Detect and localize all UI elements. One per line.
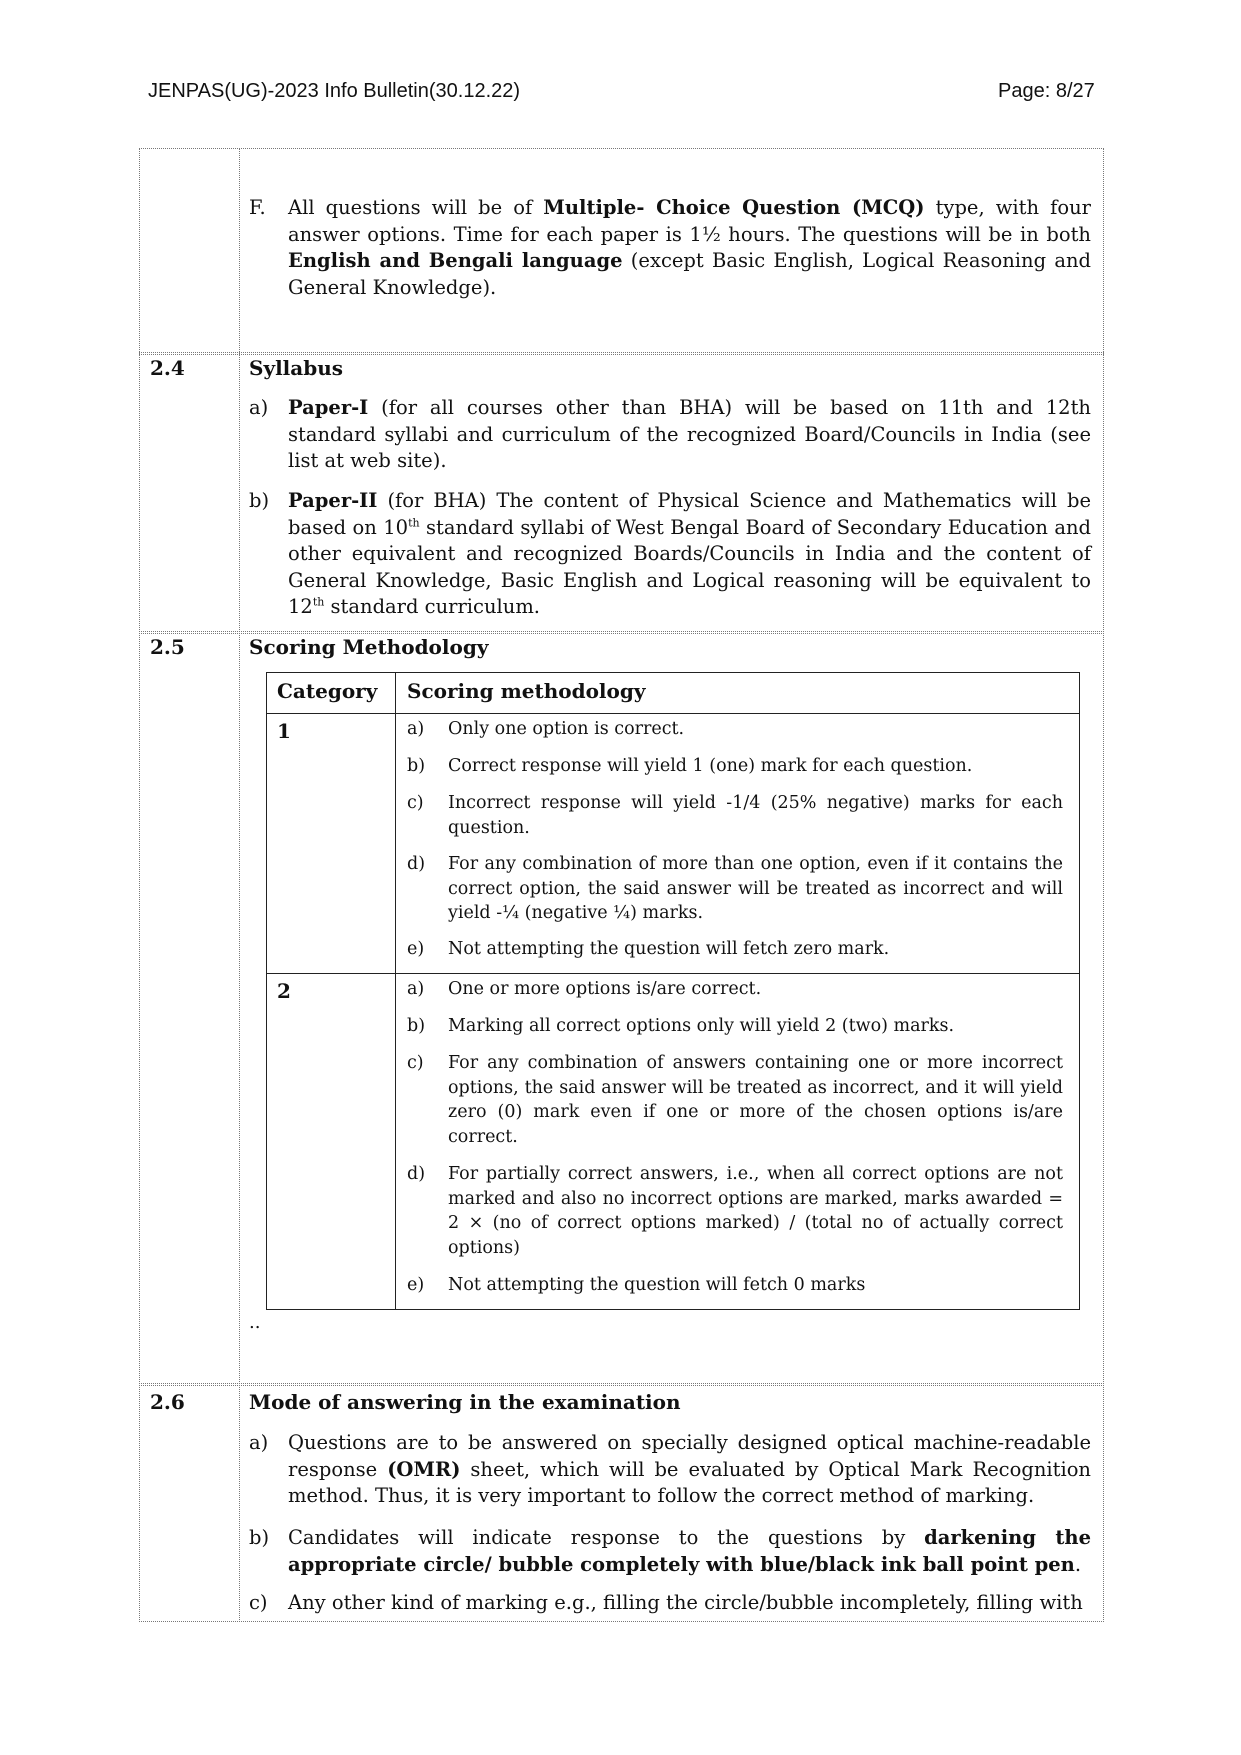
item-label: a) [407,979,425,999]
outer-table-column-divider [239,148,240,1622]
scoring-rule [407,977,1063,1002]
scoring-rule [407,754,1063,779]
item-label: d) [407,854,426,874]
text-run: (for BHA) The content of Physical Science and Mathematics will be based on 10 [288,489,1091,539]
text-run: sheet, which will be evaluated by Optical Mark Recognition method. Thus, it is very important to follow the correct method of marking. [288,1457,1091,1507]
section-number: 2.6 [150,1390,185,1414]
answering-item-b [249,1525,1091,1578]
page-number: Page: 8/27 [998,80,1095,102]
column-header-category: Category [277,679,378,703]
item-label: e) [407,939,425,959]
text-run: (except Basic English, Logical Reasoning and General Knowledge). [288,249,1091,299]
rule-text: Correct response will yield 1 (one) mark for each question. [448,756,973,776]
rule-text: Only one option is correct. [448,719,685,739]
category-label: 1 [277,719,291,743]
item-label: d) [407,1164,426,1184]
text-run: standard curriculum. [324,595,541,618]
item-label: a) [249,1431,269,1454]
scoring-rule [407,717,1063,742]
row-divider [139,1385,1104,1386]
section-title: Scoring Methodology [249,635,489,659]
bold-text: (OMR) [387,1457,461,1481]
scoring-table-column-divider [395,673,396,1309]
row-divider [139,1383,1104,1384]
scoring-table-row-divider [267,973,1079,974]
rule-text: Incorrect response will yield -1/4 (25% negative) marks for each question. [448,793,1063,838]
scoring-table [266,672,1080,1310]
section-title: Mode of answering in the examination [249,1390,681,1414]
row-divider [139,352,1104,353]
row-divider [139,631,1104,632]
item-label: b) [249,489,270,512]
answering-item-c [249,1590,1091,1617]
text-run: (for all courses other than BHA) will be based on 11th and 12th standard syllabi and curriculum of the recognized Board/Councils in India (see list at web site). [288,396,1091,472]
text-run: Candidates will indicate response to the questions by [288,1526,925,1549]
section-number: 2.5 [150,635,185,659]
scoring-rule [407,937,1063,962]
text-run: All questions will be of [288,196,544,219]
item-label: b) [249,1526,270,1549]
section-number: 2.4 [150,356,185,380]
scoring-rule [407,1273,1063,1298]
bold-text: Paper-I [288,396,369,419]
bold-text: darkening the appropriate circle/ bubble completely with blue/black ink ball point pen [288,1526,1091,1576]
rule-text: Not attempting the question will fetch 0 marks [448,1275,866,1295]
item-label: c) [249,1591,268,1614]
column-header-scoring: Scoring methodology [407,679,646,703]
scoring-table-header-divider [267,713,1079,714]
rule-text: For partially correct answers, i.e., when all correct options are not marked and also no incorrect options are marked, marks awarded = 2 × (no of correct options marked) / (total no of actually correct options) [448,1164,1063,1258]
scoring-rule [407,791,1063,840]
item-label: c) [407,1053,424,1073]
superscript: th [408,516,420,529]
text-run: type, with four answer options. Time for each paper is 1½ hours. The questions will be in both [288,196,1091,246]
item-label: F. [249,196,266,219]
answering-item-a [249,1430,1091,1510]
item-label: b) [407,1016,426,1036]
section-title: Syllabus [249,356,344,380]
text-run: Questions are to be answered on specially designed optical machine-readable response [288,1431,1091,1481]
document-header-title: JENPAS(UG)-2023 Info Bulletin(30.12.22) [148,80,521,102]
rule-text: For any combination of more than one option, even if it contains the correct option, the said answer will be treated as incorrect and will yield -¼ (negative ¼) marks. [448,854,1063,923]
text-run: standard syllabi of West Bengal Board of Secondary Education and other equivalent and recognized Boards/Councils in India and the content of General Knowledge, Basic English and Logical reasoning will be equivalent to 12 [288,515,1092,618]
text-run: . [1074,1552,1082,1576]
scoring-rule [407,1051,1063,1149]
syllabus-item-b [249,488,1091,621]
bold-text: Paper-II [288,489,378,512]
item-label: a) [407,719,425,739]
scoring-rule [407,1014,1063,1039]
bold-text: English and Bengali language [288,249,623,272]
bold-text: Multiple- Choice Question (MCQ) [543,196,925,219]
item-label: a) [249,396,269,419]
scoring-rule [407,852,1063,926]
syllabus-item-a [249,395,1091,475]
text-run: Any other kind of marking e.g., filling the circle/bubble incompletely, filling with [288,1591,1083,1614]
item-label: b) [407,756,426,776]
row-divider [139,354,1104,355]
item-label: e) [407,1275,425,1295]
superscript: th [312,595,325,609]
ellipsis-marker: .. [249,1312,261,1333]
category-label: 2 [277,979,291,1003]
scoring-rule [407,1162,1063,1260]
rule-text: Not attempting the question will fetch zero mark. [448,939,890,959]
rule-text: One or more options is/are correct. [448,979,762,999]
item-label: c) [407,793,424,813]
rule-text: For any combination of answers containing one or more incorrect options, the said answer will be treated as incorrect, and it will yield zero (0) mark even if one or more of the chosen options is/are correct. [448,1053,1063,1147]
row-divider [139,633,1104,634]
section-f-paragraph [249,195,1091,301]
rule-text: Marking all correct options only will yield 2 (two) marks. [448,1016,955,1036]
